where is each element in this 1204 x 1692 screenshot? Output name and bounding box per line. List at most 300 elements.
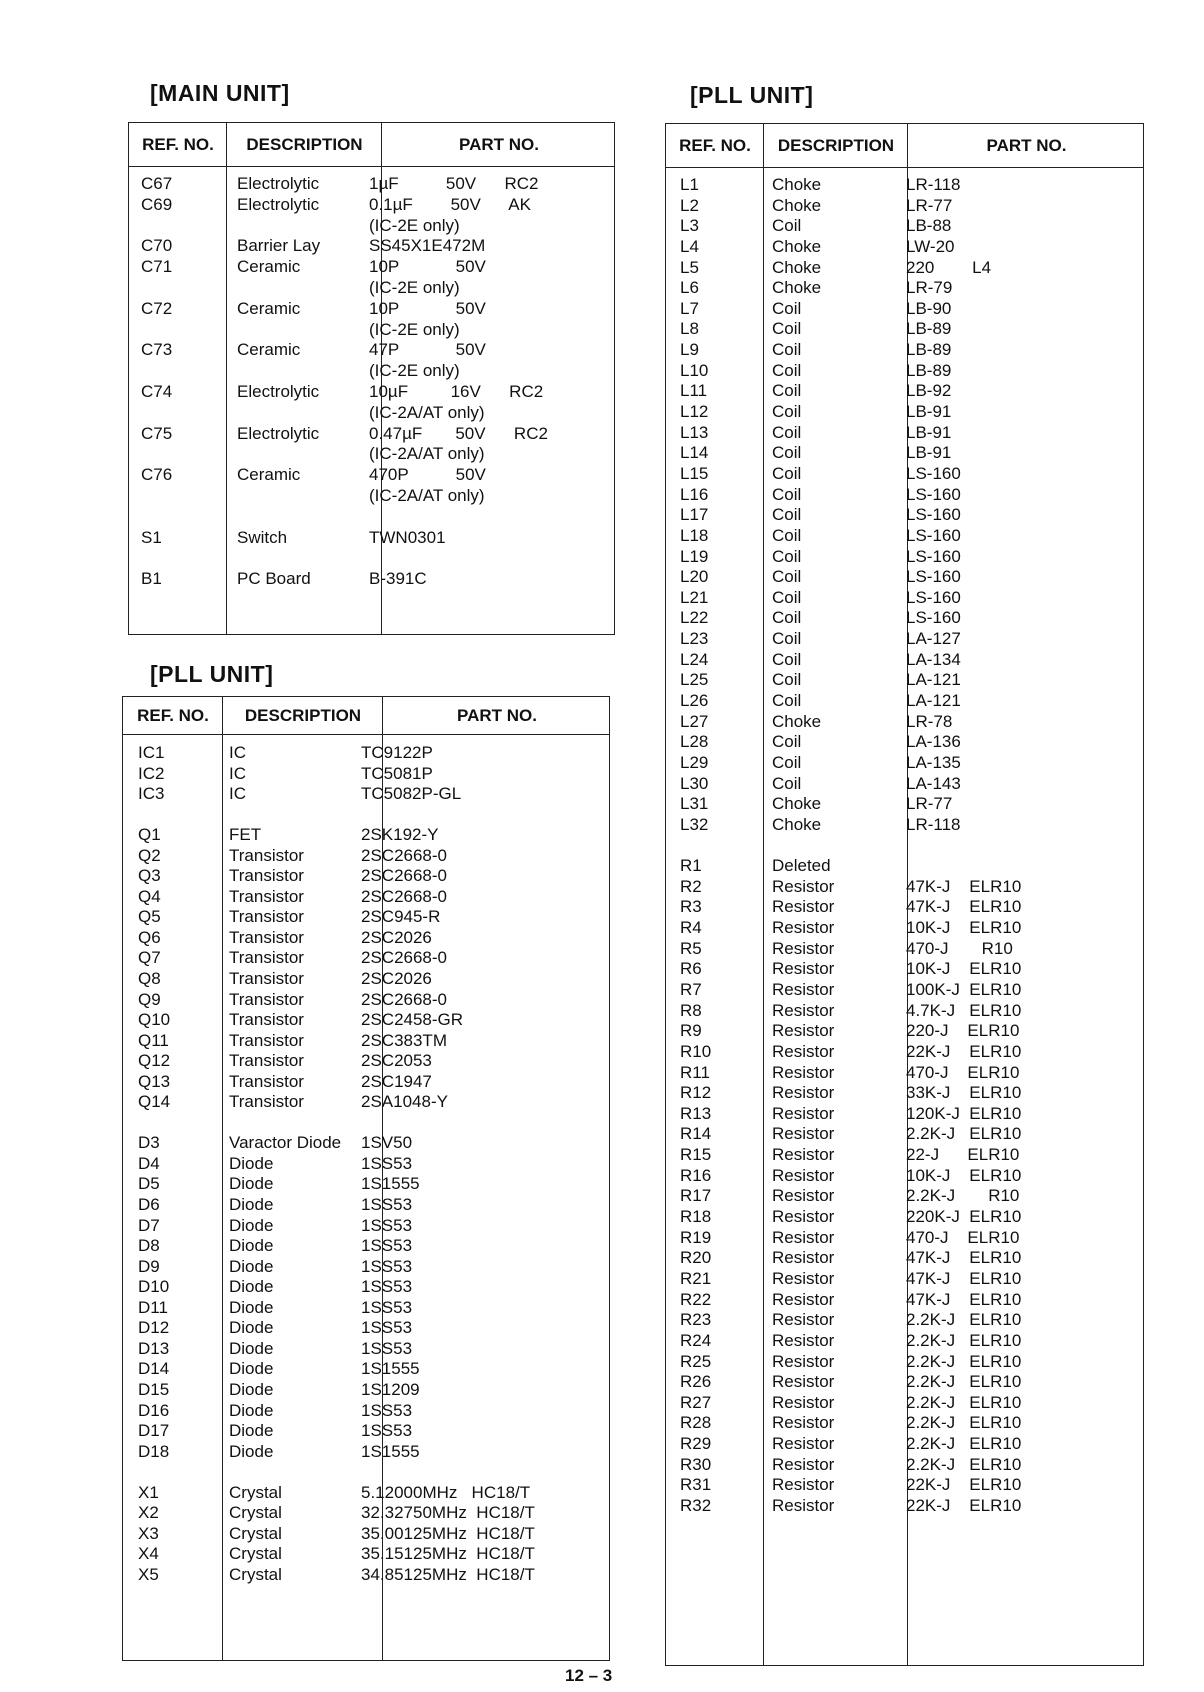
table-row (666, 423, 1143, 444)
table-row (666, 712, 1143, 733)
ref-no-cell: L24 (680, 649, 709, 669)
pll-unit-left-title: [PLL UNIT] (150, 661, 274, 687)
table-row (123, 1031, 609, 1052)
description-cell: Transistor (229, 948, 304, 968)
description-cell: Transistor (229, 1092, 304, 1112)
part-no-cell: LB-91 (906, 402, 952, 422)
part-no-cell: 2.2K-J ELR10 (906, 1454, 1022, 1474)
part-no-cell: 1S1209 (361, 1379, 420, 1399)
part-no-cell: 0.47µF 50V RC2 (369, 423, 548, 443)
description-cell: IC (229, 763, 246, 783)
description-cell: Resistor (772, 1330, 835, 1350)
ref-no-cell: X2 (138, 1503, 159, 1523)
description-cell: Coil (772, 381, 802, 401)
ref-no-cell: Q11 (138, 1030, 169, 1050)
part-no-cell: 220 L4 (906, 257, 992, 277)
description-cell: Ceramic (237, 465, 301, 485)
description-cell: Resistor (772, 959, 835, 979)
part-no-cell: 1SS53 (361, 1338, 413, 1358)
ref-no-cell: R17 (680, 1186, 712, 1206)
ref-no-cell: R18 (680, 1207, 712, 1227)
table-row (666, 939, 1143, 960)
part-no-cell: LS-160 (906, 463, 961, 483)
description-cell: Resistor (772, 1021, 835, 1041)
ref-no-cell: Q2 (138, 845, 161, 865)
description-cell: Crystal (229, 1503, 282, 1523)
part-no-cell: TWN0301 (369, 527, 446, 547)
table-row (666, 1166, 1143, 1187)
ref-no-cell: R19 (680, 1227, 712, 1247)
table-row (123, 764, 609, 785)
table-row (666, 485, 1143, 506)
ref-no-cell: L5 (680, 257, 699, 277)
ref-no-cell: D14 (138, 1359, 170, 1379)
table-row (666, 505, 1143, 526)
part-no-cell: 10µF 16V RC2 (369, 381, 544, 401)
ref-no-cell: C70 (141, 236, 173, 256)
ref-no-cell: L9 (680, 340, 699, 360)
part-no-cell: 22K-J ELR10 (906, 1475, 1022, 1495)
ref-no-cell: R22 (680, 1289, 712, 1309)
table-row (123, 990, 609, 1011)
table-row (666, 588, 1143, 609)
table-row (666, 1083, 1143, 1104)
part-no-cell: (IC-2E only) (369, 319, 460, 339)
description-cell: Resistor (772, 979, 835, 999)
description-cell: Barrier Lay (237, 236, 321, 256)
description-cell: Coil (772, 608, 802, 628)
table-body (129, 174, 614, 590)
part-no-cell: LB-92 (906, 381, 952, 401)
description-cell: Coil (772, 340, 802, 360)
ref-no-cell: D8 (138, 1236, 160, 1256)
ref-no-cell: Q13 (138, 1071, 171, 1091)
part-no-cell: 1SS53 (361, 1400, 413, 1420)
description-cell: Coil (772, 587, 802, 607)
part-no-cell: 47P 50V (369, 340, 486, 360)
table-row (123, 1524, 609, 1545)
description-cell: Diode (229, 1256, 274, 1276)
ref-no-cell: L2 (680, 195, 699, 215)
ref-no-cell: R8 (680, 1000, 702, 1020)
ref-no-cell: L27 (680, 711, 709, 731)
table-row (123, 743, 609, 764)
table-row (123, 1339, 609, 1360)
description-cell: Coil (772, 567, 802, 587)
table-row (666, 1434, 1143, 1455)
description-cell: Resistor (772, 1268, 835, 1288)
ref-no-cell: R9 (680, 1021, 702, 1041)
part-no-cell: 10K-J ELR10 (906, 1165, 1022, 1185)
part-no-cell: 220K-J ELR10 (906, 1207, 1022, 1227)
table-row (666, 216, 1143, 237)
part-no-cell: LR-79 (906, 278, 953, 298)
description-cell: Diode (229, 1400, 274, 1420)
ref-no-cell: R29 (680, 1434, 712, 1454)
ref-no-cell: L19 (680, 546, 709, 566)
table-row (666, 1331, 1143, 1352)
table-row (123, 1010, 609, 1031)
part-no-cell: LR-78 (906, 711, 953, 731)
pll-unit-left-table (122, 696, 610, 1661)
table-row (666, 464, 1143, 485)
part-no-cell: 1SS53 (361, 1236, 413, 1256)
ref-no-cell: L21 (680, 587, 709, 607)
ref-no-cell: C69 (141, 194, 173, 214)
ref-no-cell: L14 (680, 443, 709, 463)
part-no-cell: (IC-2E only) (369, 361, 460, 381)
part-no-cell: LS-160 (906, 587, 961, 607)
table-row (123, 1544, 609, 1565)
ref-no-cell: D11 (138, 1297, 168, 1317)
part-no-cell: LR-77 (906, 195, 953, 215)
table-row (129, 361, 614, 382)
part-no-cell: (IC-2A/AT only) (369, 402, 485, 422)
table-row (666, 319, 1143, 340)
description-cell: PC Board (237, 569, 311, 589)
part-no-cell: 2.2K-J R10 (906, 1186, 1020, 1206)
ref-no-cell: L32 (680, 814, 709, 834)
description-cell: Varactor Diode (229, 1133, 342, 1153)
part-no-cell: 10P 50V (369, 298, 486, 318)
ref-no-cell: Q7 (138, 948, 161, 968)
part-no-cell: SS45X1E472M (369, 236, 486, 256)
ref-no-cell: R21 (680, 1268, 712, 1288)
description-cell: Coil (772, 670, 802, 690)
description-cell: Diode (229, 1215, 274, 1235)
part-no-cell: B-391C (369, 569, 427, 589)
table-row (129, 528, 614, 549)
ref-no-cell: C73 (141, 340, 173, 360)
part-no-cell: 1SS53 (361, 1421, 413, 1441)
ref-no-cell: D15 (138, 1379, 170, 1399)
description-cell: IC (229, 784, 246, 804)
ref-no-cell: L31 (680, 794, 709, 814)
description-cell: Resistor (772, 1351, 835, 1371)
header-ref-no: REF. NO. (137, 705, 209, 725)
ref-no-cell: R14 (680, 1124, 712, 1144)
description-cell: IC (229, 743, 246, 762)
table-row (666, 237, 1143, 258)
description-cell: Diode (229, 1195, 274, 1215)
table-row (666, 753, 1143, 774)
part-no-cell: 2SC2026 (361, 927, 432, 947)
table-row (123, 1421, 609, 1442)
table-row (123, 1503, 609, 1524)
part-no-cell: 10K-J ELR10 (906, 918, 1022, 938)
table-row (129, 444, 614, 465)
description-cell: Transistor (229, 845, 304, 865)
description-cell: Resistor (772, 1145, 835, 1165)
pll-unit-right-table (665, 123, 1144, 1666)
description-cell: Diode (229, 1277, 274, 1297)
table-row (666, 1001, 1143, 1022)
description-cell: Coil (772, 216, 802, 236)
part-no-cell: 1SS53 (361, 1297, 413, 1317)
table-row (666, 1455, 1143, 1476)
part-no-cell: 2SC2668-0 (361, 845, 448, 865)
part-no-cell: LS-160 (906, 567, 961, 587)
ref-no-cell: L28 (680, 732, 709, 752)
table-row (123, 1318, 609, 1339)
part-no-cell: LR-118 (906, 814, 961, 834)
ref-no-cell: Q14 (138, 1092, 171, 1112)
description-cell: Coil (772, 732, 802, 752)
table-row (666, 258, 1143, 279)
part-no-cell: 2SK192-Y (361, 825, 439, 845)
table-row (666, 402, 1143, 423)
description-cell: Resistor (772, 1186, 835, 1206)
part-no-cell: TC9122P (361, 743, 433, 762)
part-no-cell: 32.32750MHz HC18/T (361, 1503, 535, 1523)
ref-no-cell: L23 (680, 629, 709, 649)
ref-no-cell: R11 (680, 1062, 710, 1082)
ref-no-cell: R13 (680, 1103, 712, 1123)
description-cell: Coil (772, 629, 802, 649)
part-no-cell: LR-118 (906, 175, 961, 194)
description-cell: Transistor (229, 1030, 304, 1050)
part-no-cell: 47K-J ELR10 (906, 1268, 1022, 1288)
part-no-cell: LB-88 (906, 216, 952, 236)
part-no-cell: 1SS53 (361, 1318, 413, 1338)
part-no-cell: TC5081P (361, 763, 433, 783)
part-no-cell: 2SC2053 (361, 1051, 432, 1071)
table-row (666, 815, 1143, 836)
ref-no-cell: R31 (680, 1475, 712, 1495)
table-row (123, 1072, 609, 1093)
description-cell: Crystal (229, 1523, 282, 1543)
table-row (123, 1216, 609, 1237)
part-no-cell: 2SC945-R (361, 907, 441, 927)
part-no-cell: 2SC383TM (361, 1030, 447, 1050)
ref-no-cell: Q3 (138, 866, 161, 886)
ref-no-cell: L26 (680, 691, 709, 711)
description-cell: Resistor (772, 1124, 835, 1144)
ref-no-cell: D12 (138, 1318, 170, 1338)
table-row (123, 825, 609, 846)
table-row (129, 174, 614, 195)
table-row (123, 1359, 609, 1380)
table-row (666, 1104, 1143, 1125)
part-no-cell: 35.00125MHz HC18/T (361, 1523, 535, 1543)
table-row (666, 794, 1143, 815)
part-no-cell: LS-160 (906, 505, 961, 525)
part-no-cell: 1SS53 (361, 1153, 413, 1173)
table-row (129, 340, 614, 361)
table-row (666, 918, 1143, 939)
part-no-cell: 2.2K-J ELR10 (906, 1434, 1022, 1454)
description-cell: Transistor (229, 969, 304, 989)
table-row (123, 1195, 609, 1216)
ref-no-cell: L1 (680, 175, 699, 194)
description-cell: Choke (772, 257, 822, 277)
description-cell: Crystal (229, 1564, 282, 1584)
ref-no-cell: C67 (141, 174, 173, 193)
table-row (123, 1154, 609, 1175)
table-row (666, 877, 1143, 898)
description-cell: Resistor (772, 1227, 835, 1247)
ref-no-cell: R12 (680, 1083, 712, 1103)
part-no-cell: LA-136 (906, 732, 961, 752)
description-cell: Transistor (229, 886, 304, 906)
table-row (666, 732, 1143, 753)
description-cell: FET (229, 825, 262, 845)
part-no-cell: 47K-J ELR10 (906, 897, 1022, 917)
part-no-cell: 1SS53 (361, 1195, 413, 1215)
description-cell: Resistor (772, 1083, 835, 1103)
table-header (666, 124, 1143, 168)
part-no-cell: 47K-J ELR10 (906, 1248, 1022, 1268)
description-cell: Resistor (772, 1413, 835, 1433)
ref-no-cell: L10 (680, 360, 709, 380)
part-no-cell: LA-121 (906, 670, 961, 690)
table-row (129, 236, 614, 257)
description-cell: Resistor (772, 1372, 835, 1392)
description-cell: Transistor (229, 866, 304, 886)
table-row (123, 1113, 609, 1134)
table-row (129, 548, 614, 569)
table-row (666, 629, 1143, 650)
ref-no-cell: R15 (680, 1145, 712, 1165)
part-no-cell: (IC-2E only) (369, 277, 460, 297)
ref-no-cell: R16 (680, 1165, 712, 1185)
part-no-cell: LR-77 (906, 794, 953, 814)
part-no-cell: 10P 50V (369, 257, 486, 277)
ref-no-cell: Q12 (138, 1051, 171, 1071)
ref-no-cell: L18 (680, 525, 709, 545)
description-cell: Transistor (229, 907, 304, 927)
table-row (666, 1310, 1143, 1331)
table-row (666, 1372, 1143, 1393)
table-row (123, 887, 609, 908)
header-description: DESCRIPTION (244, 705, 362, 725)
ref-no-cell: L16 (680, 484, 709, 504)
ref-no-cell: C72 (141, 298, 173, 318)
description-cell: Resistor (772, 1434, 835, 1454)
description-cell: Resistor (772, 938, 835, 958)
description-cell: Coil (772, 360, 802, 380)
description-cell: Ceramic (237, 340, 301, 360)
main-unit-title: [MAIN UNIT] (150, 80, 290, 106)
table-row (129, 403, 614, 424)
description-cell: Coil (772, 505, 802, 525)
description-cell: Diode (229, 1297, 274, 1317)
table-row (129, 278, 614, 299)
description-cell: Choke (772, 195, 822, 215)
ref-no-cell: L6 (680, 278, 699, 298)
description-cell: Resistor (772, 1475, 835, 1495)
description-cell: Resistor (772, 1041, 835, 1061)
table-row (666, 1228, 1143, 1249)
ref-no-cell: X5 (138, 1564, 159, 1584)
ref-no-cell: L4 (680, 236, 699, 256)
header-ref-no: REF. NO. (142, 134, 214, 154)
table-row (123, 1298, 609, 1319)
description-cell: Resistor (772, 1248, 835, 1268)
ref-no-cell: D16 (138, 1400, 170, 1420)
ref-no-cell: R3 (680, 897, 702, 917)
ref-no-cell: C76 (141, 465, 173, 485)
table-row (129, 424, 614, 445)
part-no-cell: 1S1555 (361, 1359, 420, 1379)
ref-no-cell: B1 (141, 569, 162, 589)
ref-no-cell: L29 (680, 752, 709, 772)
ref-no-cell: R20 (680, 1248, 712, 1268)
description-cell: Coil (772, 649, 802, 669)
ref-no-cell: R25 (680, 1351, 712, 1371)
table-row (666, 1413, 1143, 1434)
table-row (666, 836, 1143, 857)
table-row (129, 569, 614, 590)
description-cell: Diode (229, 1236, 274, 1256)
part-no-cell: 120K-J ELR10 (906, 1103, 1022, 1123)
ref-no-cell: R24 (680, 1330, 712, 1350)
ref-no-cell: C74 (141, 381, 173, 401)
description-cell: Resistor (772, 1454, 835, 1474)
part-no-cell: 2SC2668-0 (361, 866, 448, 886)
part-no-cell: 1SS53 (361, 1215, 413, 1235)
ref-no-cell: L3 (680, 216, 699, 236)
part-no-cell: 2.2K-J ELR10 (906, 1310, 1022, 1330)
part-no-cell: 2.2K-J ELR10 (906, 1392, 1022, 1412)
part-no-cell: LB-89 (906, 360, 952, 380)
table-row (666, 361, 1143, 382)
table-row (666, 1290, 1143, 1311)
ref-no-cell: IC3 (138, 784, 165, 804)
part-no-cell: 470-J R10 (906, 938, 1013, 958)
table-row (666, 443, 1143, 464)
description-cell: Resistor (772, 1289, 835, 1309)
part-no-cell: 34.85125MHz HC18/T (361, 1564, 535, 1584)
ref-no-cell: L7 (680, 298, 699, 318)
table-row (123, 1051, 609, 1072)
table-row (666, 608, 1143, 629)
ref-no-cell: D7 (138, 1215, 160, 1235)
table-row (666, 278, 1143, 299)
part-no-cell: 22-J ELR10 (906, 1145, 1020, 1165)
ref-no-cell: L20 (680, 567, 709, 587)
part-no-cell: 2.2K-J ELR10 (906, 1124, 1022, 1144)
ref-no-cell: R2 (680, 876, 702, 896)
table-row (129, 507, 614, 528)
table-row (123, 866, 609, 887)
ref-no-cell: R23 (680, 1310, 712, 1330)
part-no-cell: 2.2K-J ELR10 (906, 1351, 1022, 1371)
description-cell: Coil (772, 691, 802, 711)
part-no-cell: LW-20 (906, 236, 955, 256)
part-no-cell: 2SC2668-0 (361, 886, 448, 906)
table-row (666, 897, 1143, 918)
part-no-cell: 2SC2668-0 (361, 948, 448, 968)
part-no-cell: 4.7K-J ELR10 (906, 1000, 1022, 1020)
ref-no-cell: R6 (680, 959, 702, 979)
part-no-cell: 2SA1048-Y (361, 1092, 448, 1112)
part-no-cell: LS-160 (906, 525, 961, 545)
description-cell: Deleted (772, 856, 831, 876)
table-row (123, 1236, 609, 1257)
header-part-no: PART NO. (457, 705, 537, 725)
table-row (666, 1496, 1143, 1517)
description-cell: Electrolytic (237, 194, 320, 214)
description-cell: Transistor (229, 927, 304, 947)
table-row (129, 216, 614, 237)
table-row (666, 1248, 1143, 1269)
table-row (123, 1092, 609, 1113)
description-cell: Transistor (229, 1051, 304, 1071)
table-row (666, 340, 1143, 361)
table-row (123, 907, 609, 928)
header-description: DESCRIPTION (246, 134, 363, 154)
